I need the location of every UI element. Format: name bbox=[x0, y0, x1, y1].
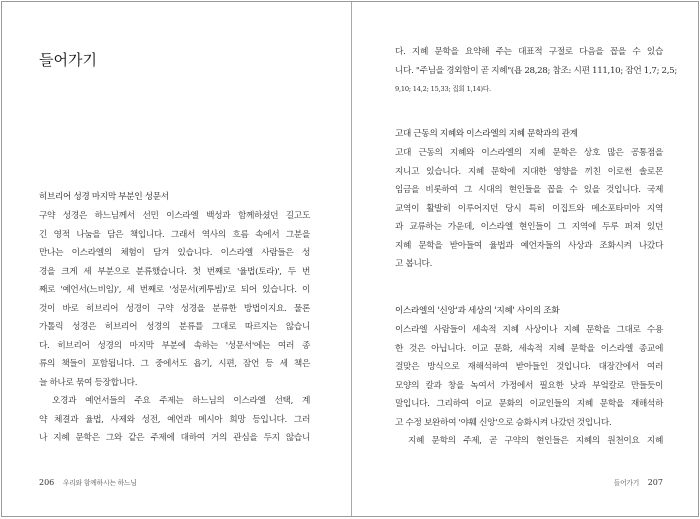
running-title: 들어가기 bbox=[613, 479, 640, 487]
text-line: 지혜 문학을 받아들여 율법과 예언자들의 사상과 조화시켜 나갔다 bbox=[395, 240, 663, 251]
text-line: 다. 히브리어 성경의 마지막 부분에 속하는 '성문서'에는 여러 종 bbox=[39, 340, 310, 351]
text-line: 말입니다. 그리하여 이교 문화의 이교인들의 지혜 문학을 재해석하 bbox=[395, 399, 663, 409]
text-line: 이스라엘 사람들이 세속적 지혜 사상이나 지혜 문학을 그대로 수용 bbox=[395, 325, 663, 335]
chapter-title: 들어가기 bbox=[39, 51, 97, 69]
text-line: 다. 지혜 문학을 요약해 주는 대표적 구절로 다음을 꼽을 수 있습 bbox=[395, 47, 663, 57]
text-line: 긴 영적 나눔을 담은 책입니다. 그래서 역사의 흐름 속에서 그분을 bbox=[39, 229, 310, 240]
page-number: 207 bbox=[647, 478, 663, 487]
text-line: 구약 성경은 하느님께서 선민 이스라엘 백성과 함께하셨던 길고도 bbox=[39, 211, 310, 221]
page-number: 206 bbox=[39, 478, 55, 487]
text-line: 만나는 이스라엘의 체험이 담겨 있습니다. 이스라엘 사람들은 성 bbox=[39, 248, 310, 258]
body-text bbox=[395, 321, 663, 451]
text-line: 류의 책들이 포함됩니다. 그 중에서도 욥기, 시편, 잠언 등 세 책은 bbox=[39, 359, 310, 369]
right-folio bbox=[614, 477, 663, 487]
text-line: 것이 바로 히브리어 성경이 구약 성경을 분류한 방법이지요. 물론 bbox=[39, 303, 310, 314]
left-folio bbox=[39, 477, 137, 487]
body-text bbox=[395, 144, 663, 274]
section-heading: 고대 근동의 지혜와 이스라엘의 지혜 문학과의 관계 bbox=[395, 129, 578, 139]
text-line: 고 수정 보완하여 '야훼 신앙'으로 승화시켜 나갔던 것입니다. bbox=[395, 417, 612, 428]
text-line: 경을 크게 세 부분으로 분류했습니다. 첫 번째로 '율법(토라)', 두 번 bbox=[39, 266, 310, 277]
intro-text bbox=[395, 43, 677, 99]
section-heading: 이스라엘의 '신앙'과 세상의 '지혜' 사이의 조화 bbox=[395, 306, 560, 316]
text-line: 나 지혜 문학은 그와 같은 주제에 대하여 거의 관심을 두지 않습니 bbox=[39, 433, 310, 443]
text-line: 9,10; 14,2; 15,33; 집회 1,14)다. bbox=[395, 85, 491, 93]
text-line: 오경과 예언서들의 주요 주제는 하느님의 이스라엘 선택, 계 bbox=[52, 396, 310, 406]
text-line: 약 체결과 율법, 사제와 성전, 예언과 메시아 희망 등입니다. 그러 bbox=[39, 414, 310, 425]
text-line: 고 봅니다. bbox=[395, 259, 432, 269]
running-title: 우리와 함께하시는 하느님 bbox=[62, 479, 137, 487]
text-line: 지혜 문학의 주제, 곧 구약의 현인들은 지혜의 원천이요 지혜 bbox=[408, 436, 663, 446]
text-line: 니다. "주님을 경외함이 곧 지혜"(욥 28,28; 참조: 시편 111,10; 잠언 1,7; 2,5; bbox=[395, 65, 677, 76]
text-line: 째로 '예언서(느비임)', 세 번째로 '성문서(케투빔)'로 되어 있습니다. 이 bbox=[39, 285, 310, 295]
text-line: 한 것은 아닙니다. 이교 문화, 세속적 지혜 문학을 이스라엘 종교에 bbox=[395, 343, 663, 354]
text-line: 과 교류하는 가운데, 이스라엘 현인들이 그 지역에 두루 퍼져 있던 bbox=[395, 222, 663, 232]
right-page bbox=[352, 2, 700, 516]
text-line: 걸맞은 방식으로 재해석하여 받아들인 것입니다. 대장간에서 여러 bbox=[395, 362, 663, 372]
text-line: 가톨릭 성경은 히브리어 성경의 분류를 그대로 따르지는 않습니 bbox=[39, 322, 310, 332]
section-heading: 히브리어 성경 마지막 부분인 성문서 bbox=[39, 192, 169, 202]
text-line: 임금을 비롯하여 그 시대의 현인들을 꼽을 수 있을 것입니다. 국제 bbox=[395, 185, 663, 195]
text-line: 지니고 있습니다. 지혜 문학에 지대한 영향을 끼친 이로썬 솔로몬 bbox=[395, 166, 663, 177]
text-line: 모양의 칼과 창을 녹여서 가정에서 필요한 낫과 부엌칼로 만들듯이 bbox=[395, 380, 663, 391]
text-line: 고대 근동의 지혜와 이스라엘의 지혜 문학은 상호 많은 공통점을 bbox=[395, 148, 663, 158]
text-line: 교역이 활발히 이루어지던 당시 특히 이집트와 메소포타미아 지역 bbox=[395, 203, 663, 214]
left-page bbox=[2, 2, 351, 516]
book-spread bbox=[1, 1, 699, 517]
body-text bbox=[39, 207, 310, 448]
text-line: 늘 하나로 묶여 등장합니다. bbox=[39, 377, 138, 388]
